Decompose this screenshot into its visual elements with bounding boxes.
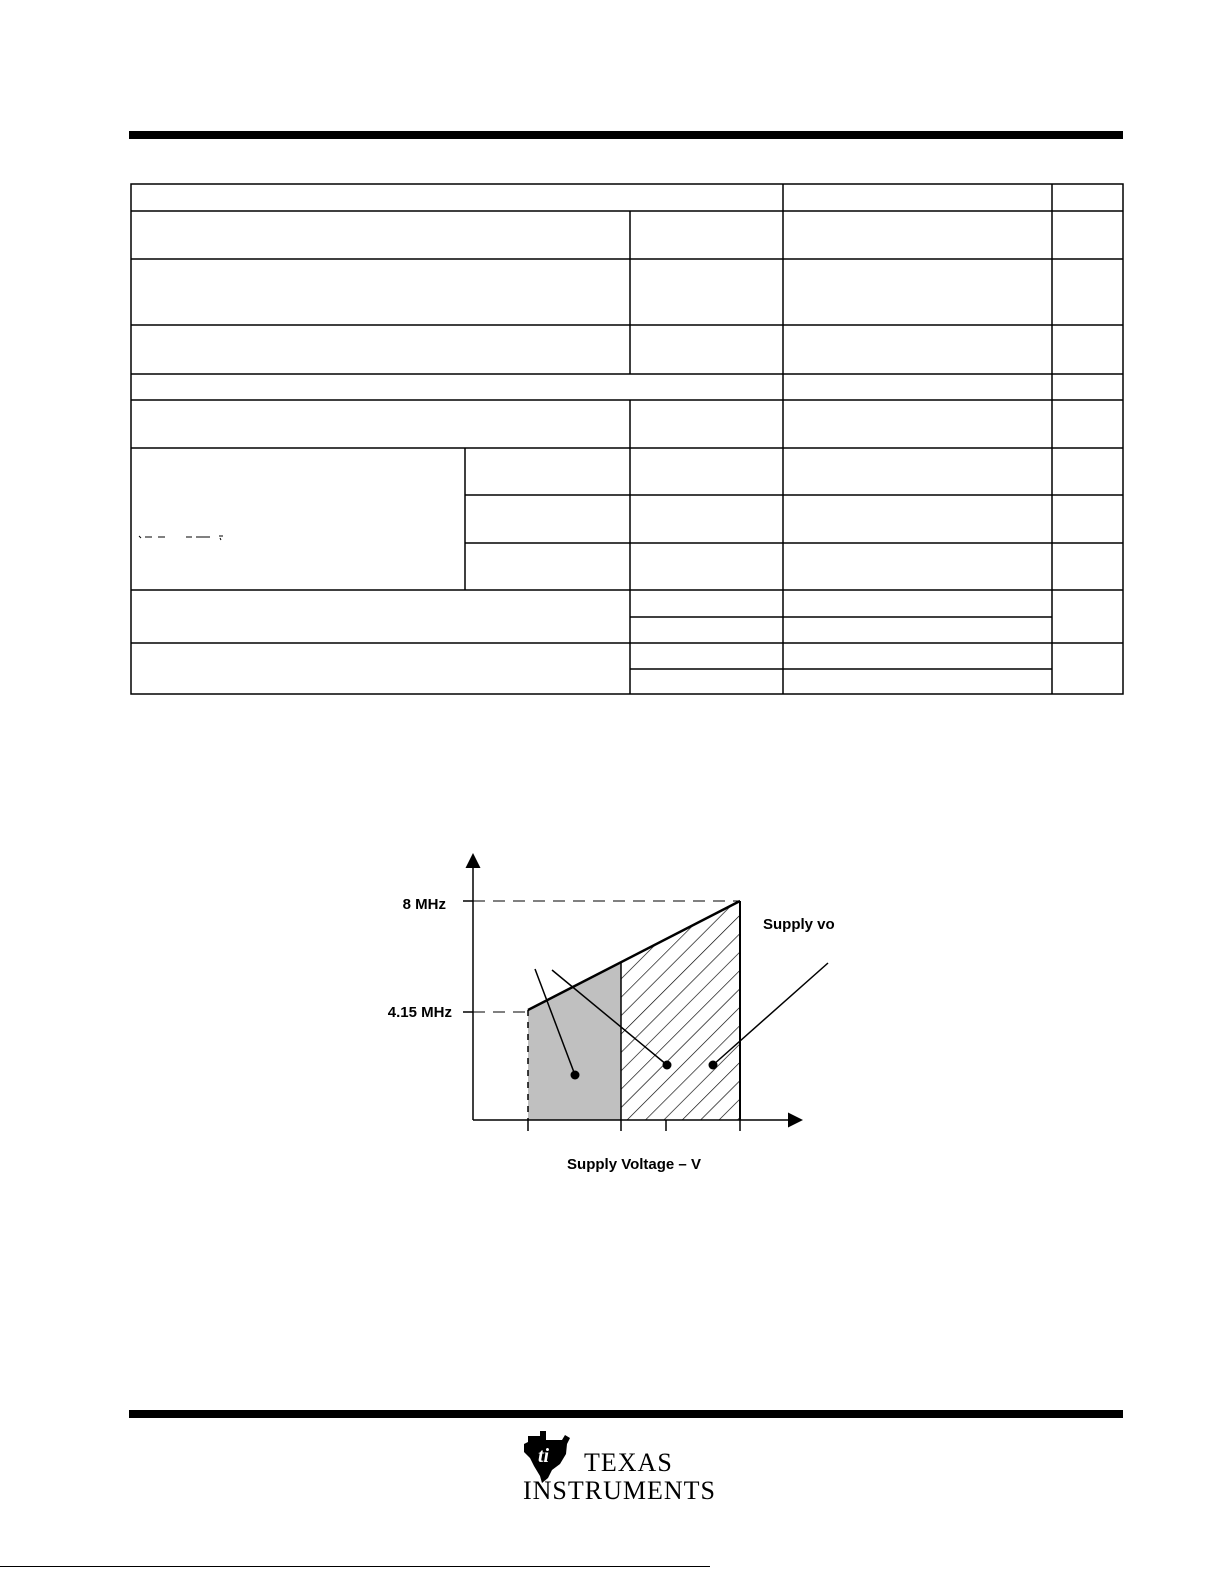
stray-marks bbox=[139, 536, 223, 540]
chart-annotation: Supply vo bbox=[763, 916, 835, 933]
ti-logo bbox=[520, 1430, 740, 1510]
x-axis-label: Supply Voltage – V bbox=[567, 1156, 701, 1173]
frequency-chart bbox=[0, 820, 1226, 1200]
footer-rule bbox=[129, 1410, 1123, 1418]
spec-table bbox=[0, 0, 1226, 720]
hatched-region bbox=[621, 901, 740, 1120]
callout-dot bbox=[571, 1071, 580, 1080]
brand-word-texas: TEXAS bbox=[584, 1448, 673, 1477]
page-edge-line bbox=[0, 1566, 710, 1567]
y-tick-label: 4.15 MHz bbox=[387, 1004, 452, 1021]
svg-text:ti: ti bbox=[538, 1445, 550, 1467]
brand-word-instruments: INSTRUMENTS bbox=[523, 1476, 717, 1505]
callout-dot bbox=[709, 1061, 718, 1070]
y-tick-label: 8 MHz bbox=[402, 896, 446, 913]
callout-dot bbox=[663, 1061, 672, 1070]
